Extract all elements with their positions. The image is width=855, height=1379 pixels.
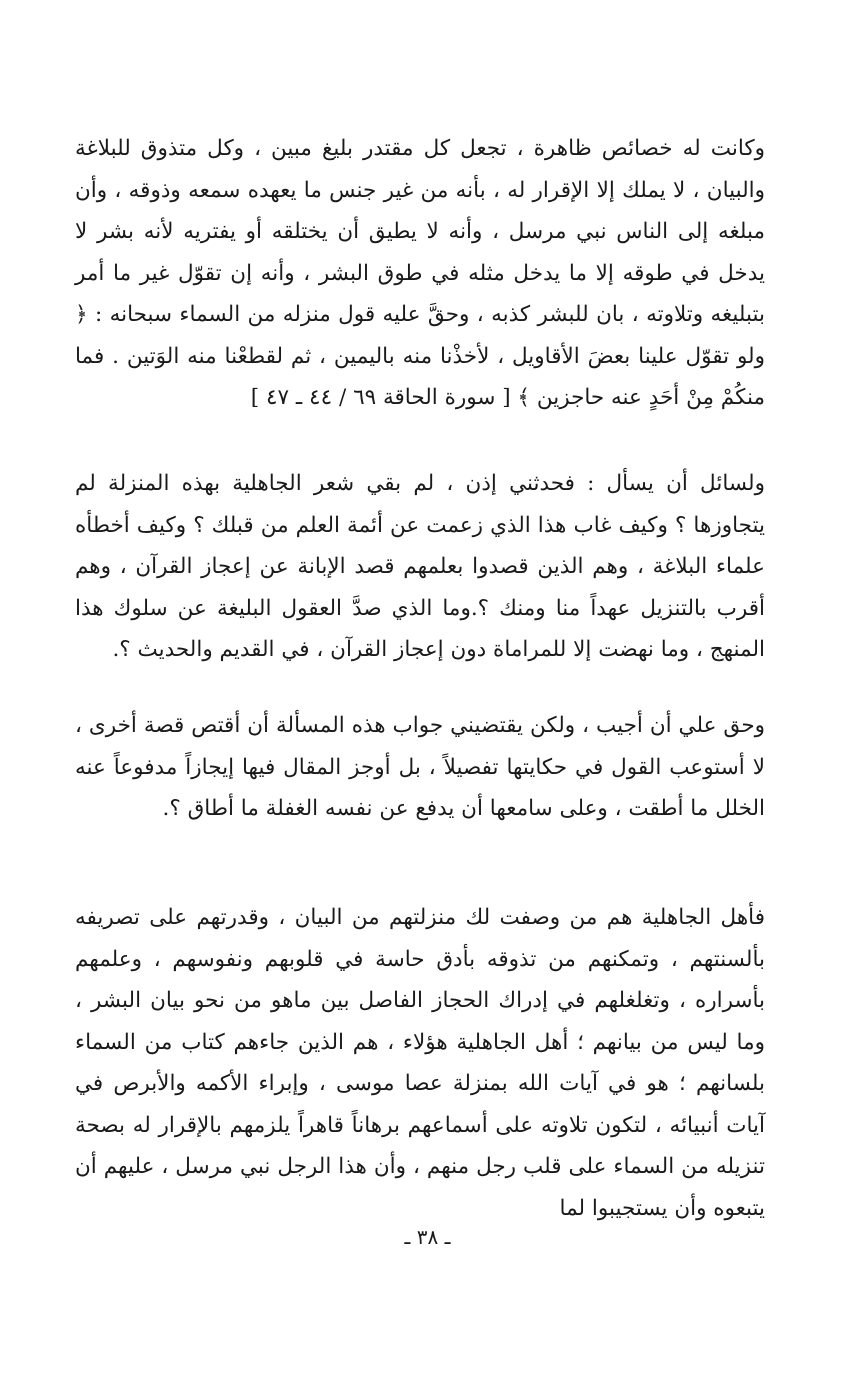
page-number: ـ ٣٨ ـ: [404, 1225, 451, 1249]
paragraph-text: وكانت له خصائص ظاهرة ، تجعل كل مقتدر بليغ مبين ، وكل متذوق للبلاغة والبيان ، لا يملك إلا الإقرار له ، بأنه من غير جنس ما يعهده سمعه وذوقه ، وأن مبلغه إلى الناس نبي مرسل ، وأنه لا يطيق أن يختلقه أو يفتريه لأنه بشر لا يدخل في طوقه إلا ما يدخل مثله في طوق البشر ، وأنه إن تقوّل غير ما أمر بتبليغه وتلاوته ، بان للبشر كذبه ، وحقَّ عليه قول منزله من السماء سبحانه : ﴿ ولو تقوّل علينا بعضَ الأقاويل ، لأخذْنا منه باليمين ، ثم لقطعْنا منه الوَتين . فما منكُمْ مِنْ أحَدٍ عنه حاجزين ﴾ [ سورة الحاقة ٦٩ / ٤٤ ـ ٤٧ ]: [75, 136, 765, 410]
paragraph-text: ولسائل أن يسأل : فحدثني إذن ، لم بقي شعر الجاهلية بهذه المنزلة لم يتجاوزها ؟ وكيف غاب هذا الذي زعمت عن أئمة العلم من قبلك ؟ وكيف أخطأه علماء البلاغة ، وهم الذين قصدوا بعلمهم قصد الإبانة عن إعجاز القرآن ، وهم أقرب بالتنزيل عهداً منا ومنك ؟.وما الذي صدَّ العقول البليغة عن سلوك هذا المنهج ، وما نهضت إلا للمراماة دون إعجاز القرآن ، في القديم والحديث ؟.: [75, 471, 765, 662]
paragraph-4: [75, 897, 765, 1229]
paragraph-text: وحق علي أن أجيب ، ولكن يقتضيني جواب هذه المسألة أن أقتص قصة أخرى ، لا أستوعب القول في حكايتها تفصيلاً ، بل أوجز المقال فيها إيجازاً مدفوعاً عنه الخلل ما أطقت ، وعلى سامعها أن يدفع عن نفسه الغفلة ما أطاق ؟.: [75, 713, 765, 821]
paragraph-3: [75, 705, 765, 830]
paragraph-text: فأهل الجاهلية هم من وصفت لك منزلتهم من البيان ، وقدرتهم على تصريفه بألسنتهم ، وتمكنهم من تذوقه بأدق حاسة في قلوبهم ونفوسهم ، وعلمهم بأسراره ، وتغلغلهم في إدراك الحجاز الفاصل بين ماهو من نحو بيان البشر ، وما ليس من بيانهم ؛ أهل الجاهلية هؤلاء ، هم الذين جاءهم كتاب من السماء بلسانهم ؛ هو في آيات الله بمنزلة عصا موسى ، وإبراء الأكمه والأبرص في آيات أنبيائه ، لتكون تلاوته على أسماعهم برهاناً قاهراً يلزمهم بالإقرار له بصحة تنزيله من السماء على قلب رجل منهم ، وأن هذا الرجل نبي مرسل ، عليهم أن يتبعوه وأن يستجيبوا لما: [75, 905, 765, 1221]
paragraph-2: [75, 463, 765, 671]
paragraph-1: [75, 128, 765, 419]
